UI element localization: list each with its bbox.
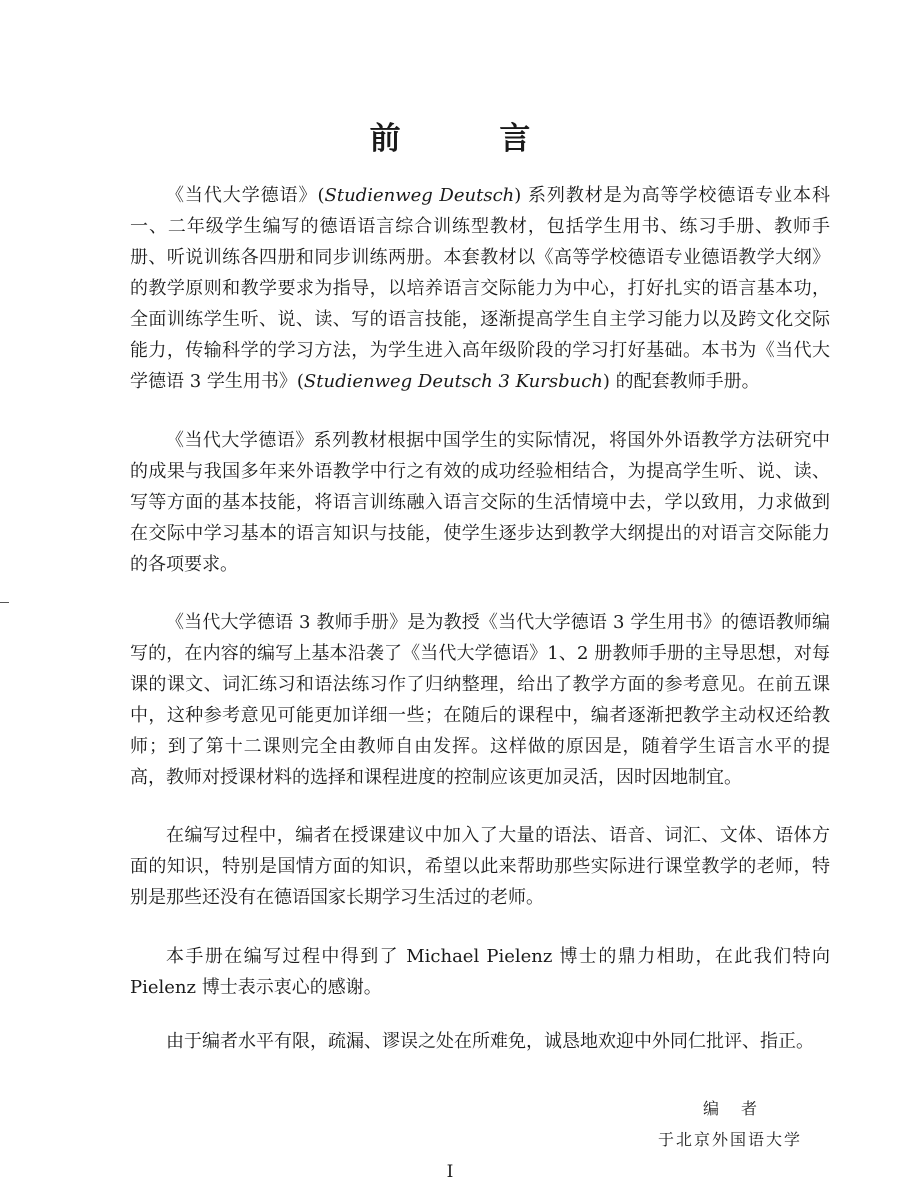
italic-title: Studienweg Deutsch 3 Kursbuch (303, 371, 603, 392)
text-segment: ) 的配套教师手册。 (602, 371, 760, 392)
italic-title: Studienweg Deutsch (324, 185, 515, 206)
signature-author: 编者 (702, 1099, 779, 1118)
paragraph-knowledge: 在编写过程中，编者在授课建议中加入了大量的语法、语音、词汇、文体、语体方面的知识，特别是国情方面的知识，希望以此来帮助那些实际进行课堂教学的老师，特别是那些还没有在德语国家长期学习生活过的老师。 (130, 825, 830, 908)
signature-place: 于北京外国语大学 (657, 1130, 802, 1149)
page-title: 前 言 (369, 120, 575, 157)
page-number: I (446, 1162, 454, 1182)
text-segment: 《当代大学德语》( (166, 185, 325, 206)
preface-body (130, 180, 830, 1057)
margin-crop-mark (0, 602, 9, 603)
paragraph-methodology: 《当代大学德语》系列教材根据中国学生的实际情况，将国外外语教学方法研究中的成果与我国多年来外语教学中行之有效的成功经验相结合，为提高学生听、说、读、写等方面的基本技能，将语言训练融入语言交际的生活情境中去，学以致用，力求做到在交际中学习基本的语言知识与技能，使学生逐步达到教学大纲提出的对语言交际能力的各项要求。 (130, 430, 830, 575)
paragraph-series-intro (130, 180, 830, 397)
paragraph-teacher-manual: 《当代大学德语 3 教师手册》是为教授《当代大学德语 3 学生用书》的德语教师编写的，在内容的编写上基本沿袭了《当代大学德语》1、2 册教师手册的主导思想，对每课的课文、词汇练习和语法练习作了归纳整理，给出了教学方面的参考意见。在前五课中，这种参考意见可能更加详细一些；在随后的课程中，编者逐渐把教学主动权还给教师；到了第十二课则完全由教师自由发挥。这样做的原因是，随着学生语言水平的提高，教师对授课材料的选择和课程进度的控制应该更加灵活，因时因地制宜。 (130, 612, 830, 788)
paragraph-closing: 由于编者水平有限，疏漏、谬误之处在所难免，诚恳地欢迎中外同仁批评、指正。 (166, 1031, 814, 1052)
paragraph-acknowledgement: 本手册在编写过程中得到了 Michael Pielenz 博士的鼎力相助，在此我们特向 Pielenz 博士表示衷心的感谢。 (130, 946, 830, 998)
text-segment: ) 系列教材是为高等学校德语专业本科一、二年级学生编写的德语语言综合训练型教材，包括学生用书、练习手册、教师手册、听说训练各四册和同步训练两册。本套教材以《高等学校德语专业德语教学大纲》的教学原则和教学要求为指导，以培养语言交际能力为中心，打好扎实的语言基本功，全面训练学生听、说、读、写的语言技能，逐渐提高学生自主学习能力以及跨文化交际能力，传输科学的学习方法，为学生进入高年级阶段的学习打好基础。本书为《当代大学德语 3 学生用书》( (130, 185, 830, 392)
